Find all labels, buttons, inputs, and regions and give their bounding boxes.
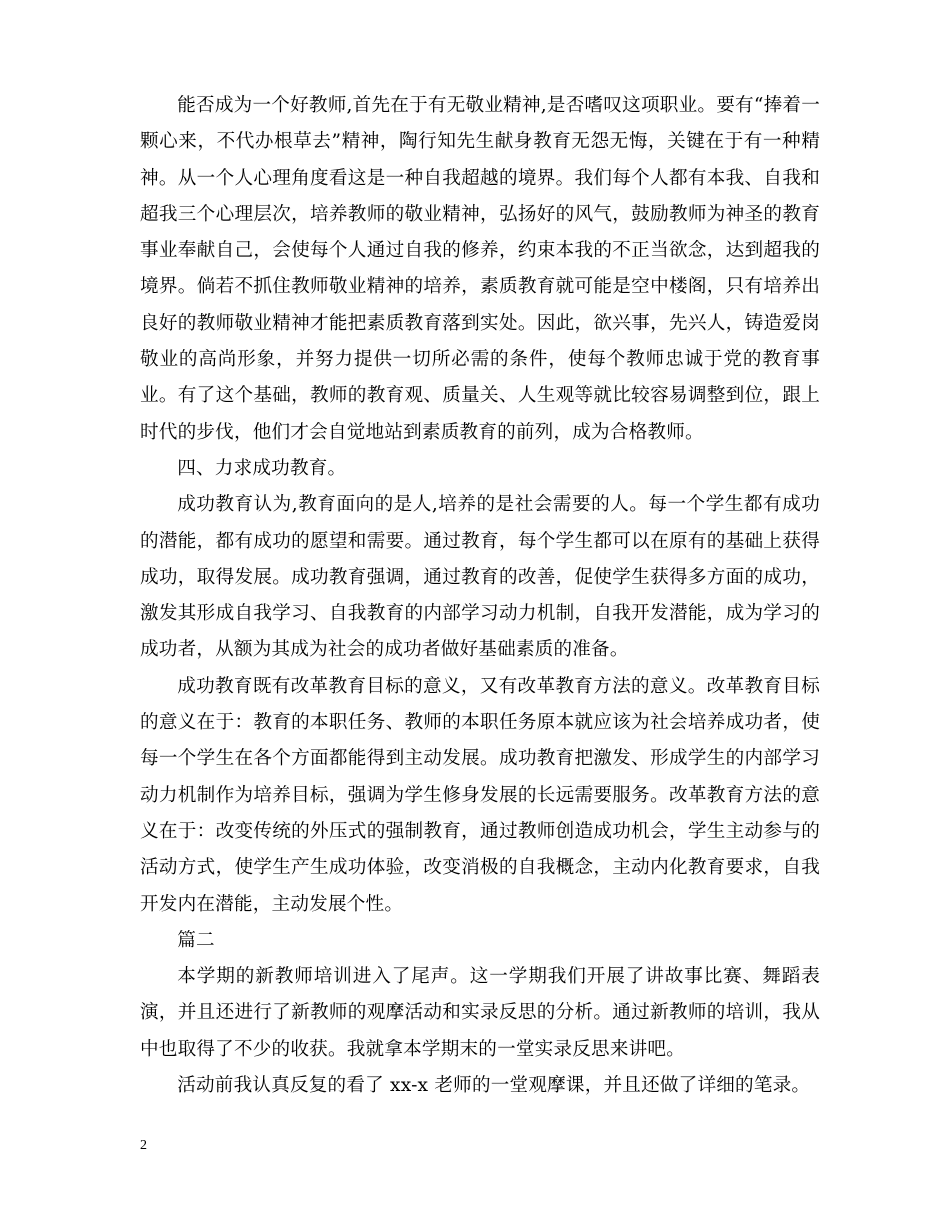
section-heading-success-education: 四、力求成功教育。	[177, 457, 347, 479]
paragraph-success-education-definition: 成功教育认为,教育面向的是人,培养的是社会需要的人。每一个学生都有成功的潜能，都有成功的愿望和需要。通过教育，每个学生都可以在原有的基础上获得成功，取得发展。成功教育强调，通过教育的改善，促使学生获得多方面的成功，激发其形成自我学习、自我教育的内部学习动力机制，自我开发潜能，成为学习的成功者，从额为其成为社会的成功者做好基础素质的准备。	[140, 494, 820, 661]
paragraph-observation-lesson: 活动前我认真反复的看了 xx-x 老师的一堂观摩课，并且还做了详细的笔录。	[177, 1075, 811, 1097]
paragraph-success-education-significance: 成功教育既有改革教育目标的意义，又有改革教育方法的意义。改革教育目标的意义在于：教育的本职任务、教师的本职任务原本就应该为社会培养成功者，使每一个学生在各个方面都能得到主动发展。成功教育把激发、形成学生的内部学习动力机制作为培养目标，强调为学生修身发展的长远需要服务。改革教育方法的意义在于：改变传统的外压式的强制教育，通过教师创造成功机会，学生主动参与的活动方式，使学生产生成功体验，改变消极的自我概念，主动内化教育要求，自我开发内在潜能，主动发展个性。	[140, 675, 820, 915]
section-heading-part-two: 篇二	[177, 929, 215, 951]
paragraph-new-teacher-training: 本学期的新教师培训进入了尾声。这一学期我们开展了讲故事比赛、舞蹈表演，并且还进行了新教师的观摩活动和实录反思的分析。通过新教师的培训，我从中也取得了不少的收获。我就拿本学期末的一堂实录反思来讲吧。	[140, 966, 820, 1060]
document-body	[140, 88, 820, 1104]
page-number: 2	[140, 1138, 147, 1153]
paragraph-teacher-dedication: 能否成为一个好教师,首先在于有无敬业精神,是否嗜叹这项职业。要有“捧着一颗心来，不代办根草去”精神，陶行知先生献身教育无怨无悔，关键在于有一种精神。从一个人心理角度看这是一种自我超越的境界。我们每个人都有本我、自我和超我三个心理层次，培养教师的敬业精神，弘扬好的风气，鼓励教师为神圣的教育事业奉献自己，会使每个人通过自我的修养，约束本我的不正当欲念，达到超我的境界。倘若不抓住教师敬业精神的培养，素质教育就可能是空中楼阁，只有培养出良好的教师敬业精神才能把素质教育落到实处。因此，欲兴事，先兴人，铸造爱岗敬业的高尚形象，并努力提供一切所必需的条件，使每个教师忠诚于党的教育事业。有了这个基础，教师的教育观、质量关、人生观等就比较容易调整到位，跟上时代的步伐，他们才会自觉地站到素质教育的前列，成为合格教师。	[140, 95, 820, 443]
